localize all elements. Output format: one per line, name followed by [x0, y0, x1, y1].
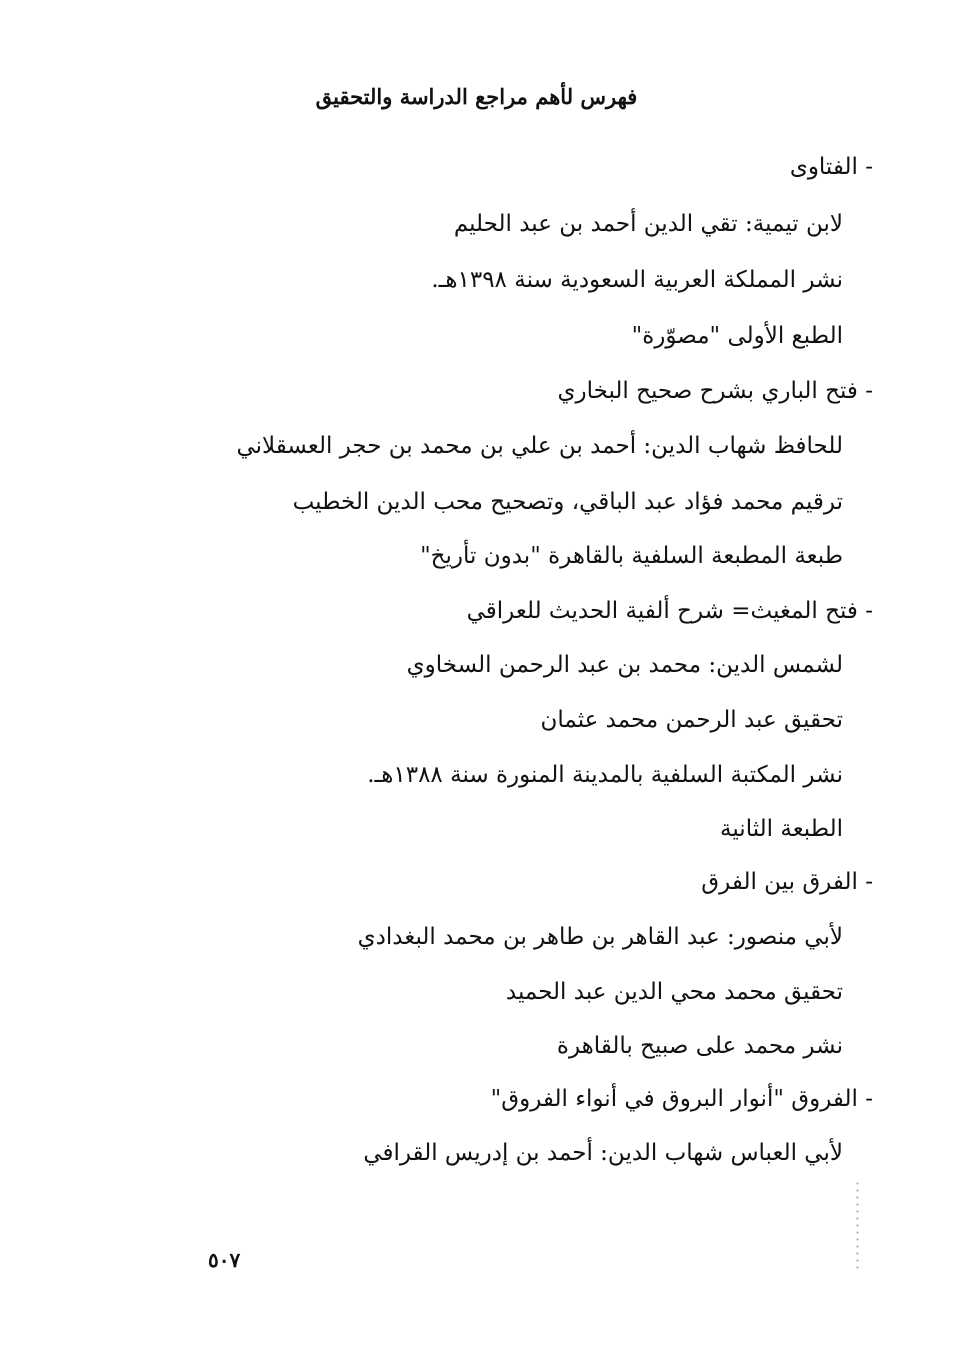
entry-line: تحقيق محمد محي الدين عبد الحميد	[505, 979, 843, 1005]
entry-title: - فتح المغيث= شرح ألفية الحديث للعراقي	[466, 598, 873, 624]
entry-line: الطبع الأولى "مصوّرة"	[631, 323, 843, 349]
margin-dots	[856, 1180, 859, 1270]
entry-line: لابن تيمية: تقي الدين أحمد بن عبد الحليم	[453, 211, 843, 237]
entry-line: لأبي العباس شهاب الدين: أحمد بن إدريس القرافي	[363, 1140, 843, 1166]
entry-line: تحقيق عبد الرحمن محمد عثمان	[540, 707, 843, 733]
entry-line: للحافظ شهاب الدين: أحمد بن علي بن محمد بن حجر العسقلاني	[236, 433, 843, 459]
entry-line: نشر محمد على صبيح بالقاهرة	[556, 1033, 843, 1059]
entry-title: - الفرق بين الفرق	[701, 869, 873, 895]
entry-line: الطبعة الثانية	[720, 816, 843, 842]
entry-line: لشمس الدين: محمد بن عبد الرحمن السخاوي	[406, 652, 843, 678]
page-number: ٥٠٧	[208, 1248, 241, 1272]
entry-line: ترقيم محمد فؤاد عبد الباقي، وتصحيح محب الدين الخطيب	[292, 489, 843, 515]
page-title: فهرس لأهم مراجع الدراسة والتحقيق	[315, 84, 638, 109]
entry-title: - الفتاوى	[789, 154, 873, 180]
entry-title: - فتح الباري بشرح صحيح البخاري	[557, 378, 873, 404]
entry-line: نشر المملكة العربية السعودية سنة ١٣٩٨هـ.	[431, 267, 843, 293]
entry-title: - الفروق "أنوار البروق في أنواء الفروق"	[490, 1086, 873, 1112]
entry-line: نشر المكتبة السلفية بالمدينة المنورة سنة ١٣٨٨هـ.	[367, 762, 843, 788]
entry-line: لأبي منصور: عبد القاهر بن طاهر بن محمد البغدادي	[357, 924, 843, 950]
entry-line: طبعة المطبعة السلفية بالقاهرة "بدون تأريخ"	[420, 543, 843, 569]
